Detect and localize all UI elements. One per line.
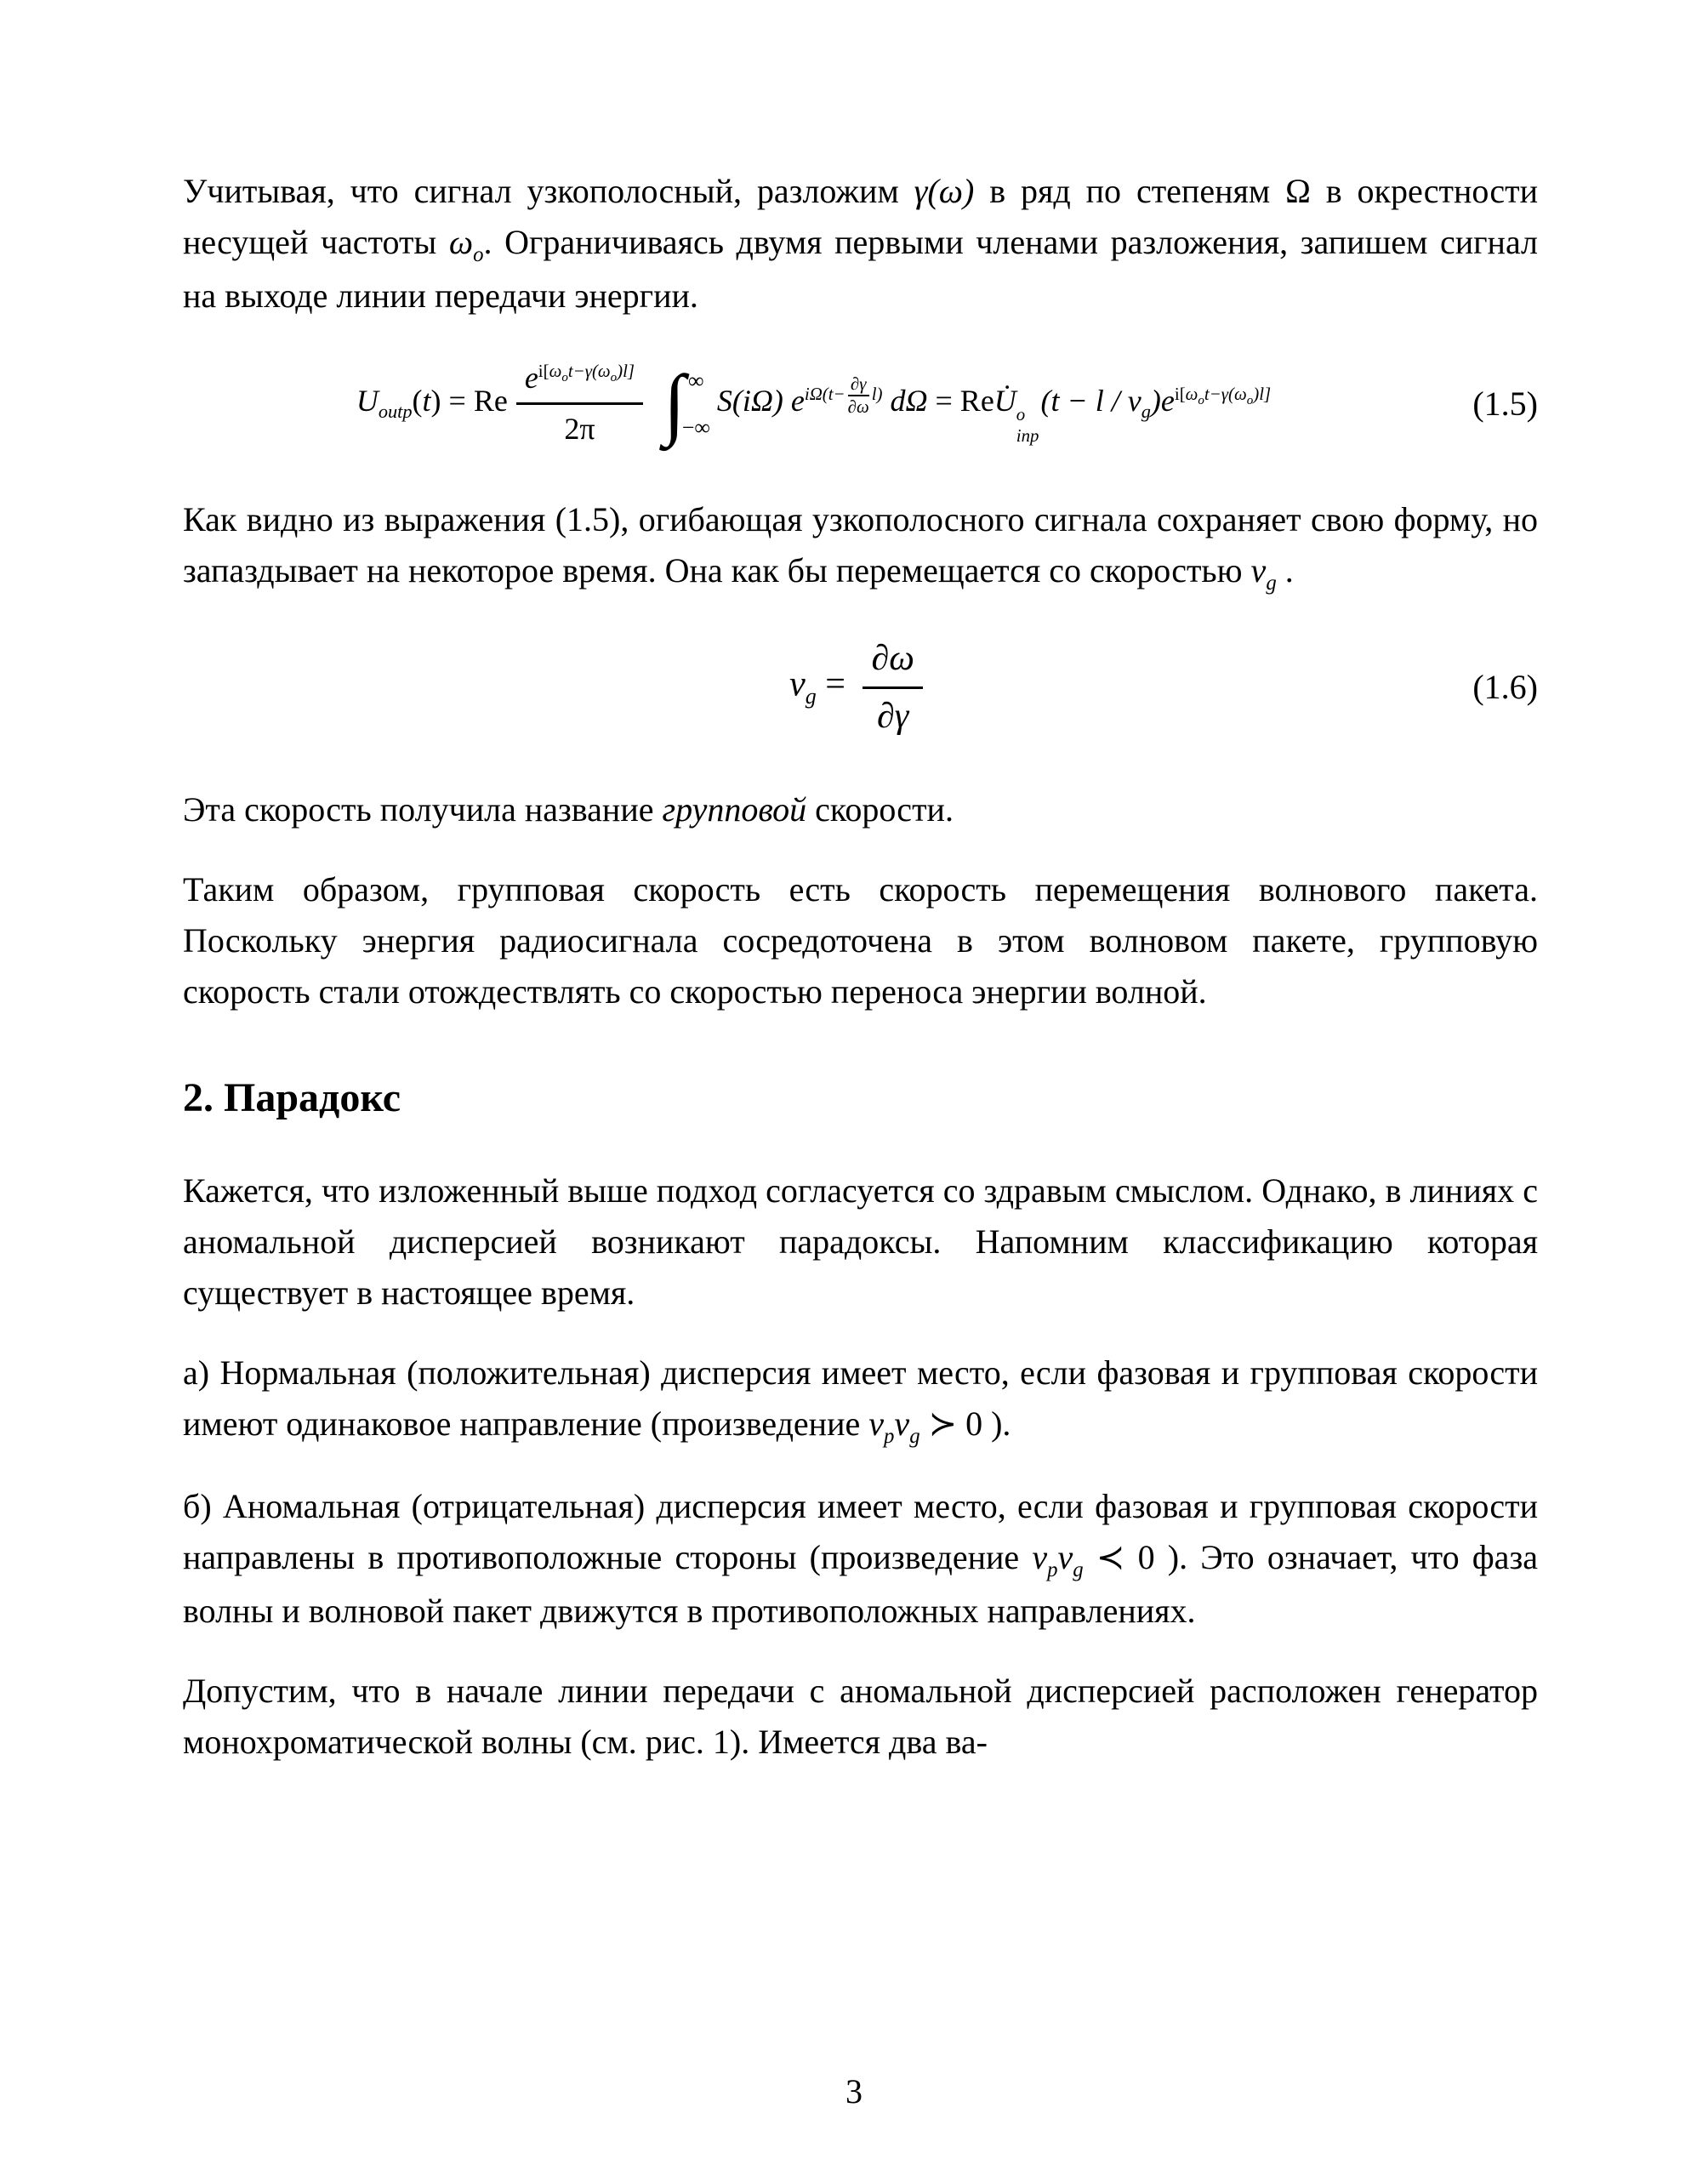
exp-close: )l]: [617, 361, 635, 382]
group-velocity-den: ∂γ: [877, 696, 909, 736]
paragraph-envelope-delay: [183, 494, 1538, 599]
text-run: Кажется, что изложенный выше подход согласуется со здравым смыслом. Однако, в линиях с аномальной дисперсией возникают парадоксы. Напомним классификацию которая существует в настоящее время.: [183, 1171, 1538, 1312]
exp3-close: )l]: [1253, 383, 1272, 404]
paragraph-narrowband-signal: [183, 166, 1538, 322]
var-U-inp-sub: inp: [1016, 425, 1039, 447]
math-vp-sub: p: [884, 1424, 895, 1448]
var-e2: e: [783, 383, 805, 418]
math-vg: v: [894, 1404, 910, 1443]
math-vg-sub: g: [1266, 572, 1277, 595]
paragraph-generator-setup: [183, 1666, 1538, 1768]
var-U-outp-sub: outp: [378, 401, 413, 423]
group-velocity-num: ∂ω: [863, 636, 922, 689]
paragraph-normal-dispersion: [183, 1347, 1538, 1452]
var-U-dot-inp: U̇: [993, 383, 1016, 418]
exp3-omega2: ω: [1234, 383, 1247, 404]
paragraph-group-velocity-name: [183, 784, 1538, 835]
text-run: в окрестности несущей частоты: [183, 172, 1538, 261]
text-run: Эта скорость получила название: [183, 790, 663, 829]
exponent-phase-2: [1174, 383, 1272, 408]
page-number: 3: [845, 2072, 863, 2111]
paragraph-wave-packet: [183, 864, 1538, 1017]
text-run: Учитывая, что сигнал узкополосный, разложим: [183, 172, 914, 210]
arg-delay-close: ): [1150, 383, 1161, 418]
exp-open: i[: [538, 361, 549, 382]
exp-omega1-sub: o: [561, 371, 568, 385]
text-run: а) Нормальная (положительная) дисперсия имеет место, если фазовая и групповая скорости имеют одинаковое направление (произведение: [183, 1353, 1538, 1443]
equation-1-6-body: [789, 636, 931, 738]
integral-upper-limit: ∞: [688, 367, 704, 393]
arg-delay-open: (t − l / v: [1040, 383, 1142, 418]
var-t: t: [422, 383, 431, 418]
math-gamma-omega: γ(ω): [914, 172, 975, 210]
fraction-denominator: 2π: [564, 412, 595, 447]
equals-sign: =: [816, 665, 855, 705]
partial-fraction: [848, 374, 869, 417]
math-omega-carrier: ω: [448, 223, 474, 261]
exp2-close: l): [871, 383, 883, 404]
exponent-envelope: [804, 373, 883, 418]
text-run: Допустим, что в начале линии передачи с аномальной дисперсией расположен генератор монохроматической волны (см. рис. 1). Имеется два ва-: [183, 1672, 1538, 1762]
text-run: ≻ 0 ).: [919, 1404, 1011, 1443]
exponent-phase: [538, 361, 635, 385]
text-run: . Ограничиваясь двумя первыми членами разложения, запишем сигнал на выходе линии передачи энергии.: [183, 223, 1539, 316]
text-run: ≺ 0 ). Это означает, что фаза волны и волновой пакет движутся в противоположных направлениях.: [183, 1538, 1538, 1631]
paren-open: (: [412, 383, 423, 418]
text-run: скорости.: [806, 790, 954, 829]
equation-number-1-5: (1.5): [1472, 384, 1538, 423]
exp-omega2-sub: o: [610, 371, 618, 385]
var-U-inp-sup: o: [1016, 404, 1026, 425]
exp-omega1: ω: [549, 361, 562, 382]
arg-vg-sub: g: [1141, 401, 1151, 423]
paragraph-anomalous-dispersion: [183, 1481, 1538, 1637]
equation-1-6: [183, 636, 1538, 738]
math-vg: v: [1057, 1538, 1073, 1577]
var-S-arg: (iΩ): [732, 383, 783, 418]
integral-limits: [682, 364, 710, 444]
text-run: Как видно из выражения (1.5), огибающая узкополосного сигнала сохраняет свою форму, но запаздывает на некоторое время. Она как бы перемещается со скоростью: [183, 500, 1538, 590]
exp-omega2: ω: [597, 361, 611, 382]
exp2-open: iΩ(t−: [804, 383, 845, 404]
math-vp: v: [868, 1404, 885, 1443]
math-omega-carrier-sub: o: [473, 243, 484, 266]
math-vp-sub: p: [1047, 1558, 1058, 1582]
exp3-omega1-sub: o: [1198, 394, 1204, 408]
var-U-outp: U: [356, 383, 379, 418]
equals-re: ) = Re: [430, 383, 508, 418]
var-vg-sub: g: [805, 684, 817, 709]
term-group: групповой: [662, 790, 807, 829]
equation-number-1-6: (1.6): [1472, 668, 1538, 707]
main-fraction: [516, 359, 643, 448]
var-S: S: [716, 383, 732, 418]
equals-re-2: = Re: [935, 383, 994, 418]
equation-1-5-body: [356, 359, 1364, 448]
exp3-mid: t−γ(: [1204, 383, 1234, 404]
d-omega: dΩ: [882, 383, 936, 418]
exp3-omega2-sub: o: [1246, 394, 1254, 408]
partial-fraction-num: ∂γ: [848, 374, 869, 396]
var-e: e: [524, 361, 538, 396]
exp3-open: i[: [1174, 383, 1186, 404]
exp-mid: t−γ(: [567, 361, 598, 382]
text-run: в ряд по степеням: [974, 172, 1286, 210]
paragraph-paradox-intro: [183, 1165, 1538, 1319]
text-run: Таким образом, групповая скорость есть скорость перемещения волнового пакета. Поскольку энергия радиосигнала сосредоточена в этом волновом пакете, групповую скорость стали отождествлять со скоростью переноса энергии волной.: [183, 870, 1538, 1011]
var-e3: e: [1160, 383, 1175, 418]
integral-icon: ∫: [663, 359, 686, 447]
math-vg-sub: g: [1073, 1558, 1084, 1582]
exp3-omega1: ω: [1185, 383, 1198, 404]
math-vg-sub: g: [909, 1424, 920, 1448]
math-capital-omega: Ω: [1285, 172, 1311, 210]
integral-lower-limit: −∞: [681, 414, 710, 440]
math-vp: v: [1032, 1538, 1048, 1577]
var-U-inp-supsub: [1016, 404, 1039, 447]
fraction-numerator: [516, 359, 643, 405]
text-run: .: [1276, 551, 1294, 590]
integral-group: [663, 359, 710, 447]
math-vg: v: [1250, 551, 1267, 590]
group-velocity-fraction: [863, 636, 922, 738]
equation-1-5: [183, 359, 1538, 448]
var-vg: v: [789, 665, 806, 705]
section-2-heading: 2. Парадокс: [183, 1075, 401, 1121]
text-run: б) Аномальная (отрицательная) дисперсия имеет место, если фазовая и групповая скорости направлены в противоположные стороны (произведение: [183, 1487, 1538, 1577]
partial-fraction-den: ∂ω: [847, 396, 869, 418]
